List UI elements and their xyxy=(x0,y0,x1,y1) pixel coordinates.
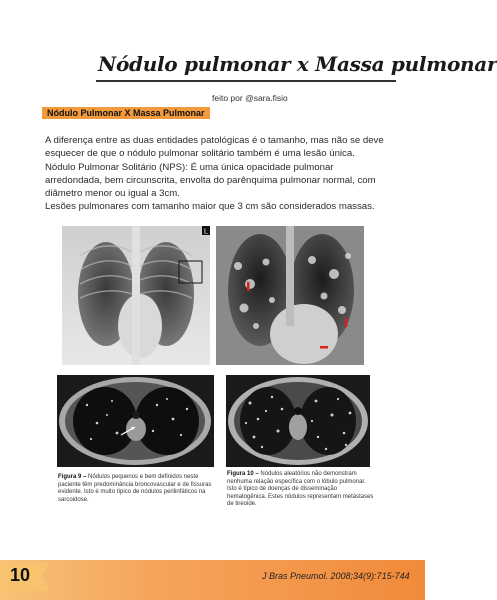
page-number: 10 xyxy=(10,565,31,585)
ct-image-figure-10 xyxy=(226,375,370,467)
figure-9-text: Nódulos pequenos e bem definidos neste paciente têm predominância broncovascular e de fissuras evidente. Isto é muito típico de nódulos perilinfáticos na sarcoidose. xyxy=(58,474,212,503)
paragraph-nps-definition: Nódulo Pulmonar Solitário (NPS): É uma única opacidade pulmonar arredondada, bem circunscrita, envolta do parênquima pulmonar normal, com diâmetro menor ou igual a 3cm. xyxy=(45,161,376,200)
section-heading: Nódulo Pulmonar X Massa Pulmonar xyxy=(42,107,210,119)
chest-xray-left xyxy=(62,226,210,365)
figure-10-label: Figura 10 – xyxy=(227,471,259,477)
citation-reference: J Bras Pneumol. 2008;34(9):715-744 xyxy=(262,571,410,581)
body-text xyxy=(45,134,390,214)
page-title: Nódulo pulmonar x Massa pulmonar xyxy=(98,52,497,76)
red-marker-3 xyxy=(320,346,328,349)
red-marker-2 xyxy=(345,318,348,327)
figure-10-text: Nódulos aleatórios não demonstram nenhuma relação específica com o lóbulo pulmonar. Isto é típico de doenças de disseminação hematogênica. Estes nódulos representam metástases de tireoide. xyxy=(227,471,374,508)
chest-xray-right xyxy=(216,226,364,365)
title-underline xyxy=(96,80,396,82)
red-marker-1 xyxy=(247,282,250,291)
author-byline: feito por @sara.fisio xyxy=(212,93,288,103)
figure-10-caption xyxy=(227,471,375,509)
paragraph-mass-definition: Lesões pulmonares com tamanho maior que 3 cm são considerados massas. xyxy=(45,201,375,213)
ct-image-figure-9 xyxy=(57,375,214,467)
figure-9-caption xyxy=(58,474,216,504)
xray-corner-mark: L xyxy=(204,228,208,236)
figure-9-label: Figura 9 – xyxy=(58,474,87,480)
paragraph-difference: A diferença entre as duas entidades patológicas é o tamanho, mas não se deve esquecer de que o nódulo pulmonar solitário também é uma lesão única. xyxy=(45,135,384,160)
